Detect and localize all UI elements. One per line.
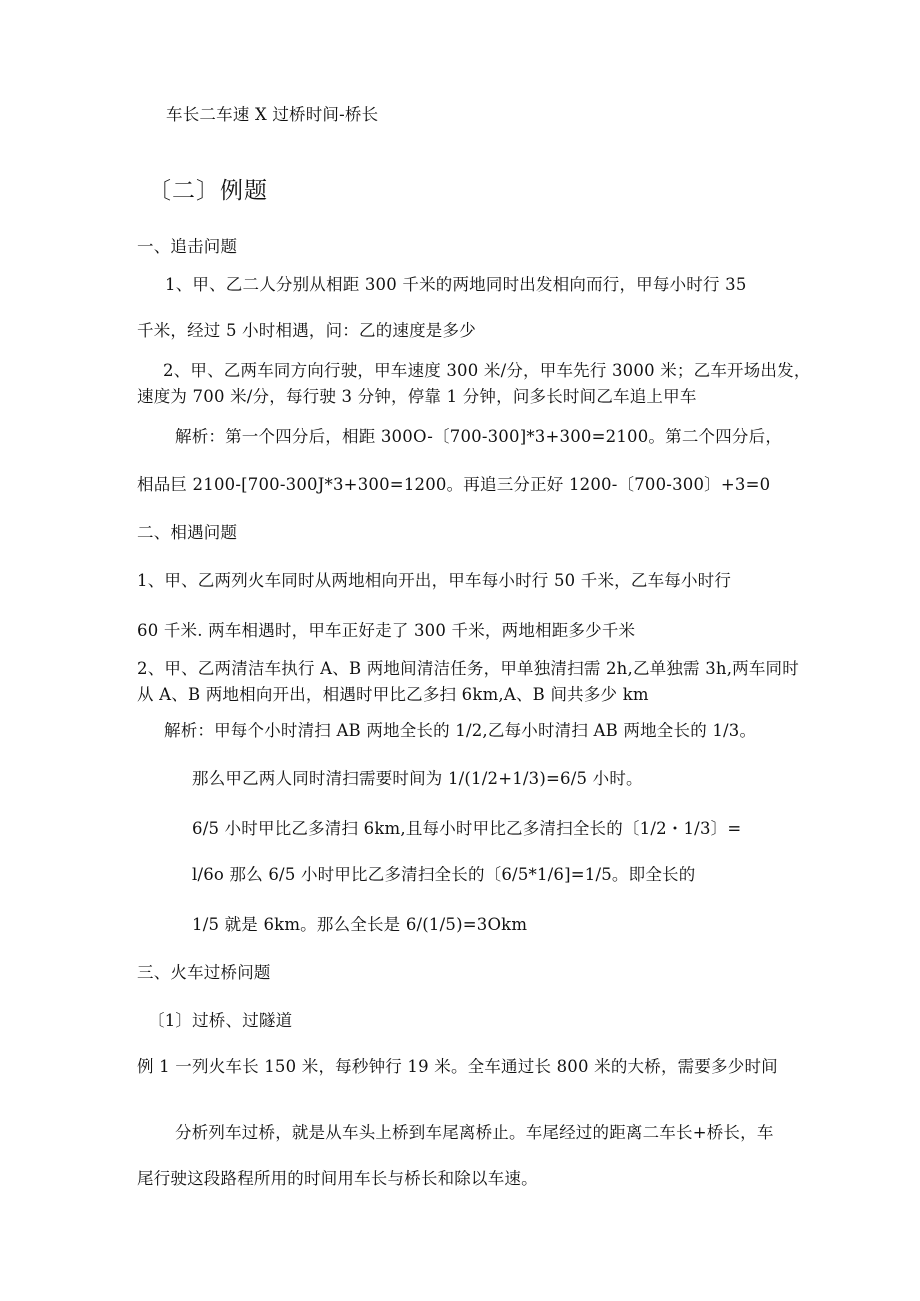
part-title-meeting: 二、相遇问题 [137,523,238,542]
section-heading: 〔二〕例题 [148,178,268,204]
part-title-pursuit: 一、追击问题 [137,237,238,256]
bridge-analysis-line1: 分析列车过桥，就是从车头上桥到车尾离桥止。车尾经过的距离二车长+桥长，车 [175,1123,774,1142]
meeting-analysis-line2: 那么甲乙两人同时清扫需要时间为 1/(1/2+1/3)=6/5 小时。 [192,769,643,788]
meeting-analysis-line4: l/6o 那么 6/5 小时甲比乙多清扫全长的〔6/5*1/6]=1/5。即全长的 [192,865,696,884]
bridge-example1: 例 1 一列火车长 150 米，每秒钟行 19 米。全车通过长 800 米的大桥，需要多少时间 [137,1057,778,1076]
pursuit-analysis-line2: 相品巨 2100-[700-300J*3+300=1200。再追三分正好 1200-〔700-300〕+3=0 [137,475,771,494]
bridge-subtitle: 〔1〕过桥、过隧道 [148,1011,293,1030]
meeting-q2-line2: 从 A、B 两地相向开出，相遇时甲比乙多扫 6km,A、B 间共多少 km [137,685,649,704]
meeting-analysis-line5: 1/5 就是 6km。那么全长是 6/(1/5)=3Okm [192,915,528,934]
meeting-q1-line1: 1、甲、乙两列火车同时从两地相向开出，甲车每小时行 50 千米，乙车每小时行 [137,571,732,590]
meeting-q1-line2: 60 千米. 两车相遇时，甲车正好走了 300 千米，两地相距多少千米 [137,621,636,640]
speed-formula: 车长二车速 X 过桥时间-桥长 [166,105,379,124]
pursuit-q1-line1: 1、甲、乙二人分别从相距 300 千米的两地同时出发相向而行，甲每小时行 35 [165,275,747,294]
pursuit-q2-line1: 2、甲、乙两车同方向行驶，甲车速度 300 米/分，甲车先行 3000 米；乙车开场出发， [163,361,811,380]
meeting-q2-line1: 2、甲、乙两清洁车执行 A、B 两地间清洁任务，甲单独清扫需 2h,乙单独需 3h,两车同时 [137,659,799,678]
pursuit-q2-line2: 速度为 700 米/分，每行驶 3 分钟，停靠 1 分钟，问多长时间乙车追上甲车 [137,387,697,406]
pursuit-q1-line2: 千米，经过 5 小时相遇，问：乙的速度是多少 [137,321,476,340]
meeting-analysis-line3: 6/5 小时甲比乙多清扫 6km,且每小时甲比乙多清扫全长的〔1/2・1/3〕= [192,819,742,838]
meeting-analysis-line1: 解析：甲每个小时清扫 AB 两地全长的 1/2,乙每小时清扫 AB 两地全长的 1/3。 [164,721,757,740]
bridge-analysis-line2: 尾行驶这段路程所用的时间用车长与桥长和除以车速。 [137,1169,538,1188]
pursuit-analysis-line1: 解析：第一个四分后，相距 300O-〔700-300]*3+300=2100。第二个四分后， [175,427,783,446]
part-title-bridge: 三、火车过桥问题 [137,963,271,982]
